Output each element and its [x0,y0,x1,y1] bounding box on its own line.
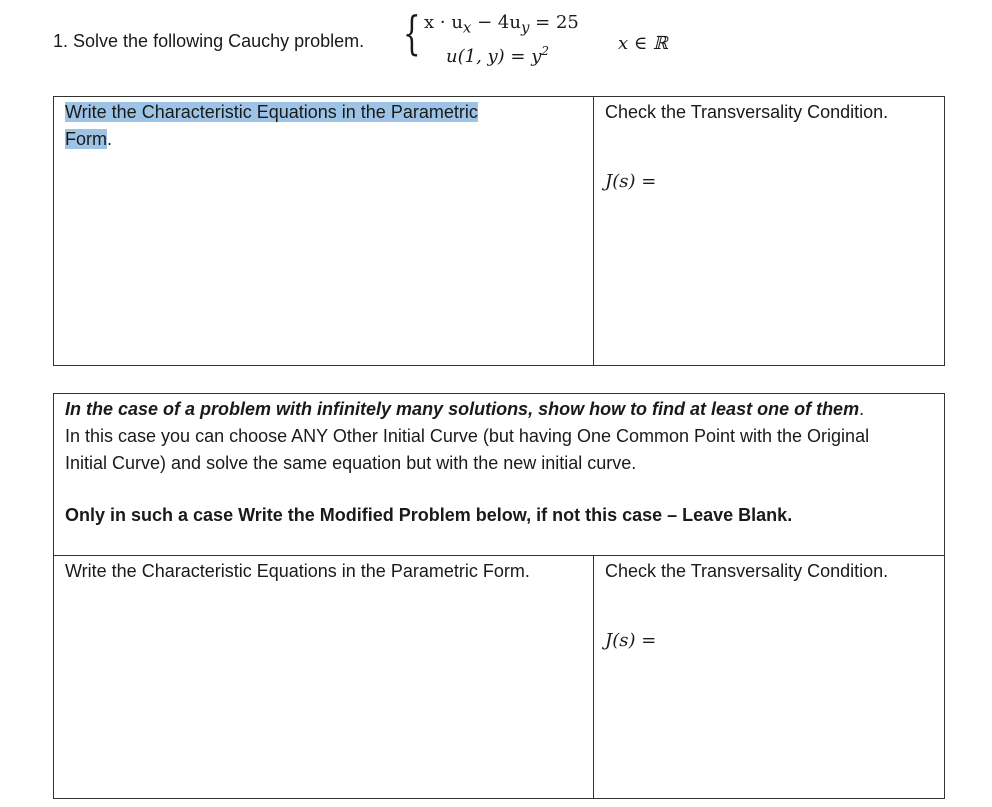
equation-pde [424,12,579,37]
eq-part: x · u [424,12,463,33]
jacobian-label: J(s) = [605,630,657,651]
jacobian-label: J(s) = [605,171,657,192]
eq-sub: x [462,18,472,37]
cell-label: Check the Transversality Condition. [605,102,889,122]
intro-end: . [859,399,865,419]
eq-sup: 2 [541,44,550,58]
cell-label: Form [65,129,107,149]
eq-part: u(1, y) = y [446,46,542,67]
eq-part: = 25 [529,12,579,33]
transversality-cell[interactable] [594,97,944,365]
characteristic-cell-2[interactable] [54,556,594,798]
problem-label: 1. Solve the following Cauchy problem. [53,31,365,51]
domain: x ∈ ℝ [618,33,668,54]
instructions-text: In this case you can choose ANY Other Initial Curve (but having One Common Point with the Original Initial Curve) and solve the same equation but with the new initial curve. [65,426,870,473]
eq-sub: y [520,18,530,37]
equation-initial [446,44,549,67]
eq-part: − 4u [471,12,521,33]
bold-note: Only in such a case Write the Modified Problem below, if not this case – Leave Blank. [65,505,793,525]
cell-label: . [107,129,113,149]
cell-label: Write the Characteristic Equations in the Parametric [65,102,478,122]
cell-label: Check the Transversality Condition. [605,561,889,581]
cell-label: Write the Characteristic Equations in the Parametric Form. [65,561,530,581]
transversality-cell-2[interactable] [594,556,944,798]
box-2 [53,393,945,799]
table-1 [53,96,945,366]
instructions [54,394,944,556]
intro-text: In the case of a problem with infinitely many solutions, show how to find at least one of them [65,399,860,419]
characteristic-cell[interactable] [54,97,594,365]
brace-icon: { [403,6,421,60]
